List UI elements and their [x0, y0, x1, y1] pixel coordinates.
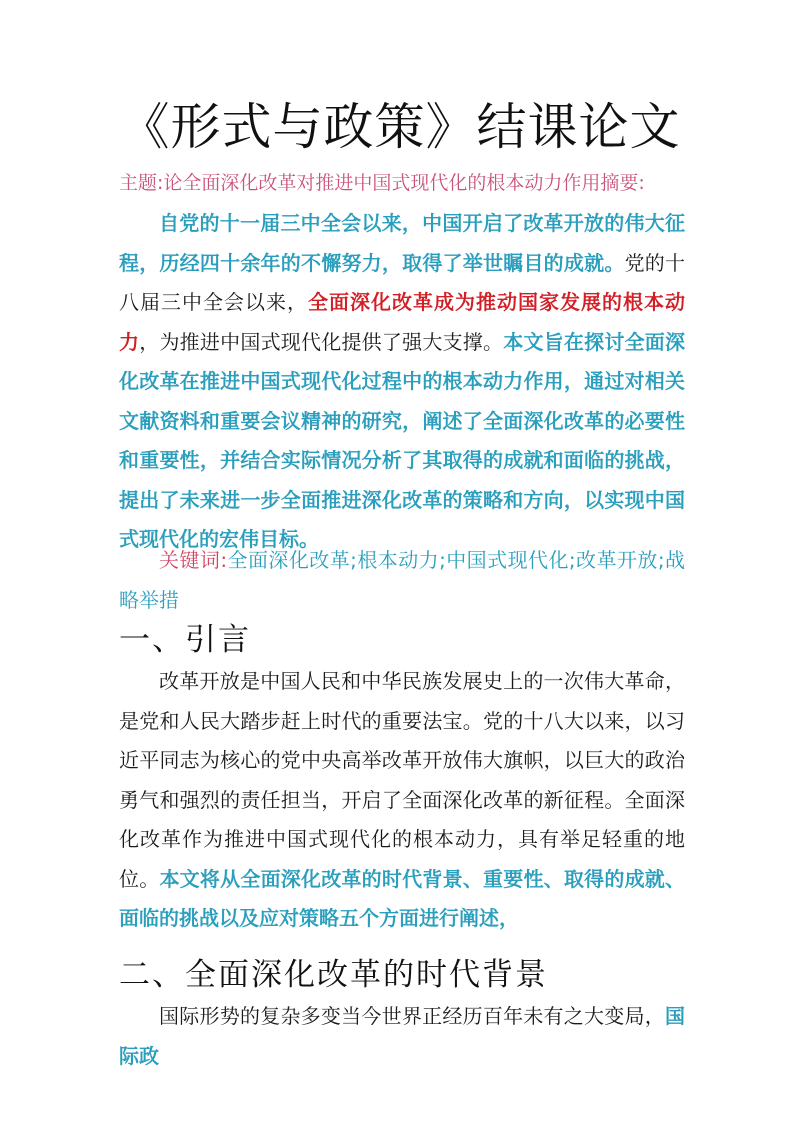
section-heading-introduction: 一、引言 [119, 622, 251, 658]
abstract-segment-5: 本文旨在探讨全面深化改革在推进中国式现代化过程中的根本动力作用，通过对相关文献资料和重要会议精神的研究，阐述了全面深化改革的必要性和重要性，并结合实际情况分析了其取得的成就和面临的挑战，提出了未来进一步全面推进深化改革的策略和方向，以实现中国式现代化的宏伟目标。 [119, 329, 686, 551]
introduction-segment-2: 本文将从全面深化改革的时代背景、重要性、取得的成就、面临的挑战以及应对策略五个方面进行阐述， [119, 866, 686, 930]
background-paragraph [119, 997, 685, 1076]
abstract-highlight: 全面深化改革成为推动国家发展的根本动力 [119, 290, 685, 354]
introduction-segment-1: 改革开放是中国人民和中华民族发展史上的一次伟大革命，是党和人民大踏步赶上时代的重要法宝。党的十八大以来，以习近平同志为核心的党中央高举改革开放伟大旗帜，以巨大的政治勇气和强烈的责任担当，开启了全面深化改革的新征程。全面深化改革作为推进中国式现代化的根本动力，具有举足轻重的地位。 [119, 669, 685, 891]
document-title: 《形式与政策》结课论文 [119, 98, 681, 156]
abstract-segment-1: 自党的十一届三中全会以来，中国开启了改革开放的伟大征程，历经四十余年的不懈努力，取得了举世瞩目的成就。 [119, 211, 685, 275]
section-heading-background: 二、全面深化改革的时代背景 [119, 957, 548, 993]
keywords-value: 全面深化改革;根本动力;中国式现代化;改革开放;战略举措 [119, 548, 685, 612]
abstract-segment-2: 党的十八届三中全会以来， [119, 250, 686, 314]
keywords-label: 关键词: [159, 548, 228, 572]
abstract-segment-4: ，为推进中国式现代化提供了强大支撑。 [139, 329, 504, 354]
keywords-paragraph [119, 541, 685, 620]
introduction-paragraph [119, 662, 685, 939]
background-segment-1: 国际形势的复杂多变当今世界正经历百年未有之大变局， [159, 1004, 665, 1028]
topic-label: 主题:论全面深化改革对推进中国式现代化的根本动力作用摘要: [119, 172, 645, 194]
background-segment-2: 国际政 [119, 1004, 685, 1068]
abstract-paragraph [119, 204, 685, 560]
